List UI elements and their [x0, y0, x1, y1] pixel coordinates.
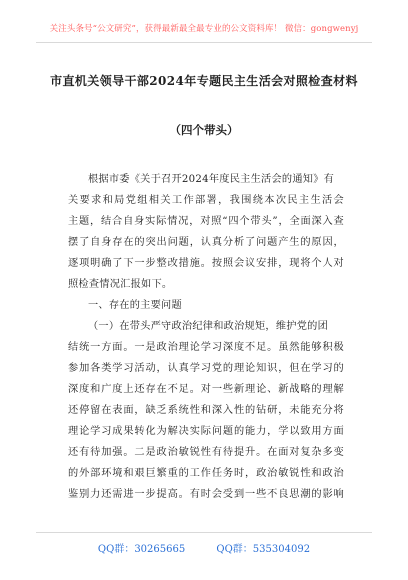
body-line: 逐项明确了下一步整改措施。按照会议安排，现将个人对 [68, 258, 344, 269]
body-line: （一）在带头严守政治纪律和政治规矩，维护党的团 [88, 321, 329, 332]
body-line: 还停留在表面，缺乏系统性和深入性的钻研，未能充分将 [68, 405, 344, 416]
body-line: 理论学习成果转化为解决实际问题的能力，学以致用方面 [68, 426, 344, 437]
footer-qq-group-1: QQ群：30265665 [97, 544, 186, 555]
body-line: 照检查情况汇报如下。 [68, 279, 173, 290]
footer-qq-group-2: QQ群：535304092 [216, 544, 311, 555]
body-line: 参加各类学习活动，认真学习党的理论知识，但在学习的 [68, 363, 344, 374]
header-divider [36, 42, 372, 43]
section-heading: 一、存在的主要问题 [88, 300, 182, 311]
body-line: 深度和广度上还存在不足。对一些新理论、新战略的理解 [68, 384, 344, 395]
document-title: 市直机关领导干部2024年专题民主生活会对照检查材料 [50, 74, 358, 88]
body-line: 结统一方面。一是政治理论学习深度不足。虽然能够积极 [68, 342, 344, 353]
footer-divider [36, 532, 372, 533]
document-body [68, 169, 344, 505]
body-line: 关要求和局党组相关工作部署，我围绕本次民主生活会 [68, 195, 344, 206]
body-line: 的外部环境和艰巨繁重的工作任务时，政治敏锐性和政治 [68, 468, 344, 479]
body-line: 鉴别力还需进一步提高。有时会受到一些不良思潮的影响 [68, 489, 344, 500]
document-subtitle: （四个带头） [169, 123, 239, 137]
body-line: 还有待加强。二是政治敏锐性有待提升。在面对复杂多变 [68, 447, 344, 458]
body-line: 主题，结合自身实际情况，对照“四个带头”，全面深入查 [68, 216, 344, 227]
body-line: 摆了自身存在的突出问题，认真分析了问题产生的原因， [68, 237, 344, 248]
footer-contact [0, 540, 408, 555]
header-promo-note: 关注头条号“公文研究”，获得最新最全最专业的公文资料库！ 微信：gongwenyj [49, 24, 359, 34]
body-line: 根据市委《关于召开2024年度民主生活会的通知》有 [88, 174, 335, 185]
